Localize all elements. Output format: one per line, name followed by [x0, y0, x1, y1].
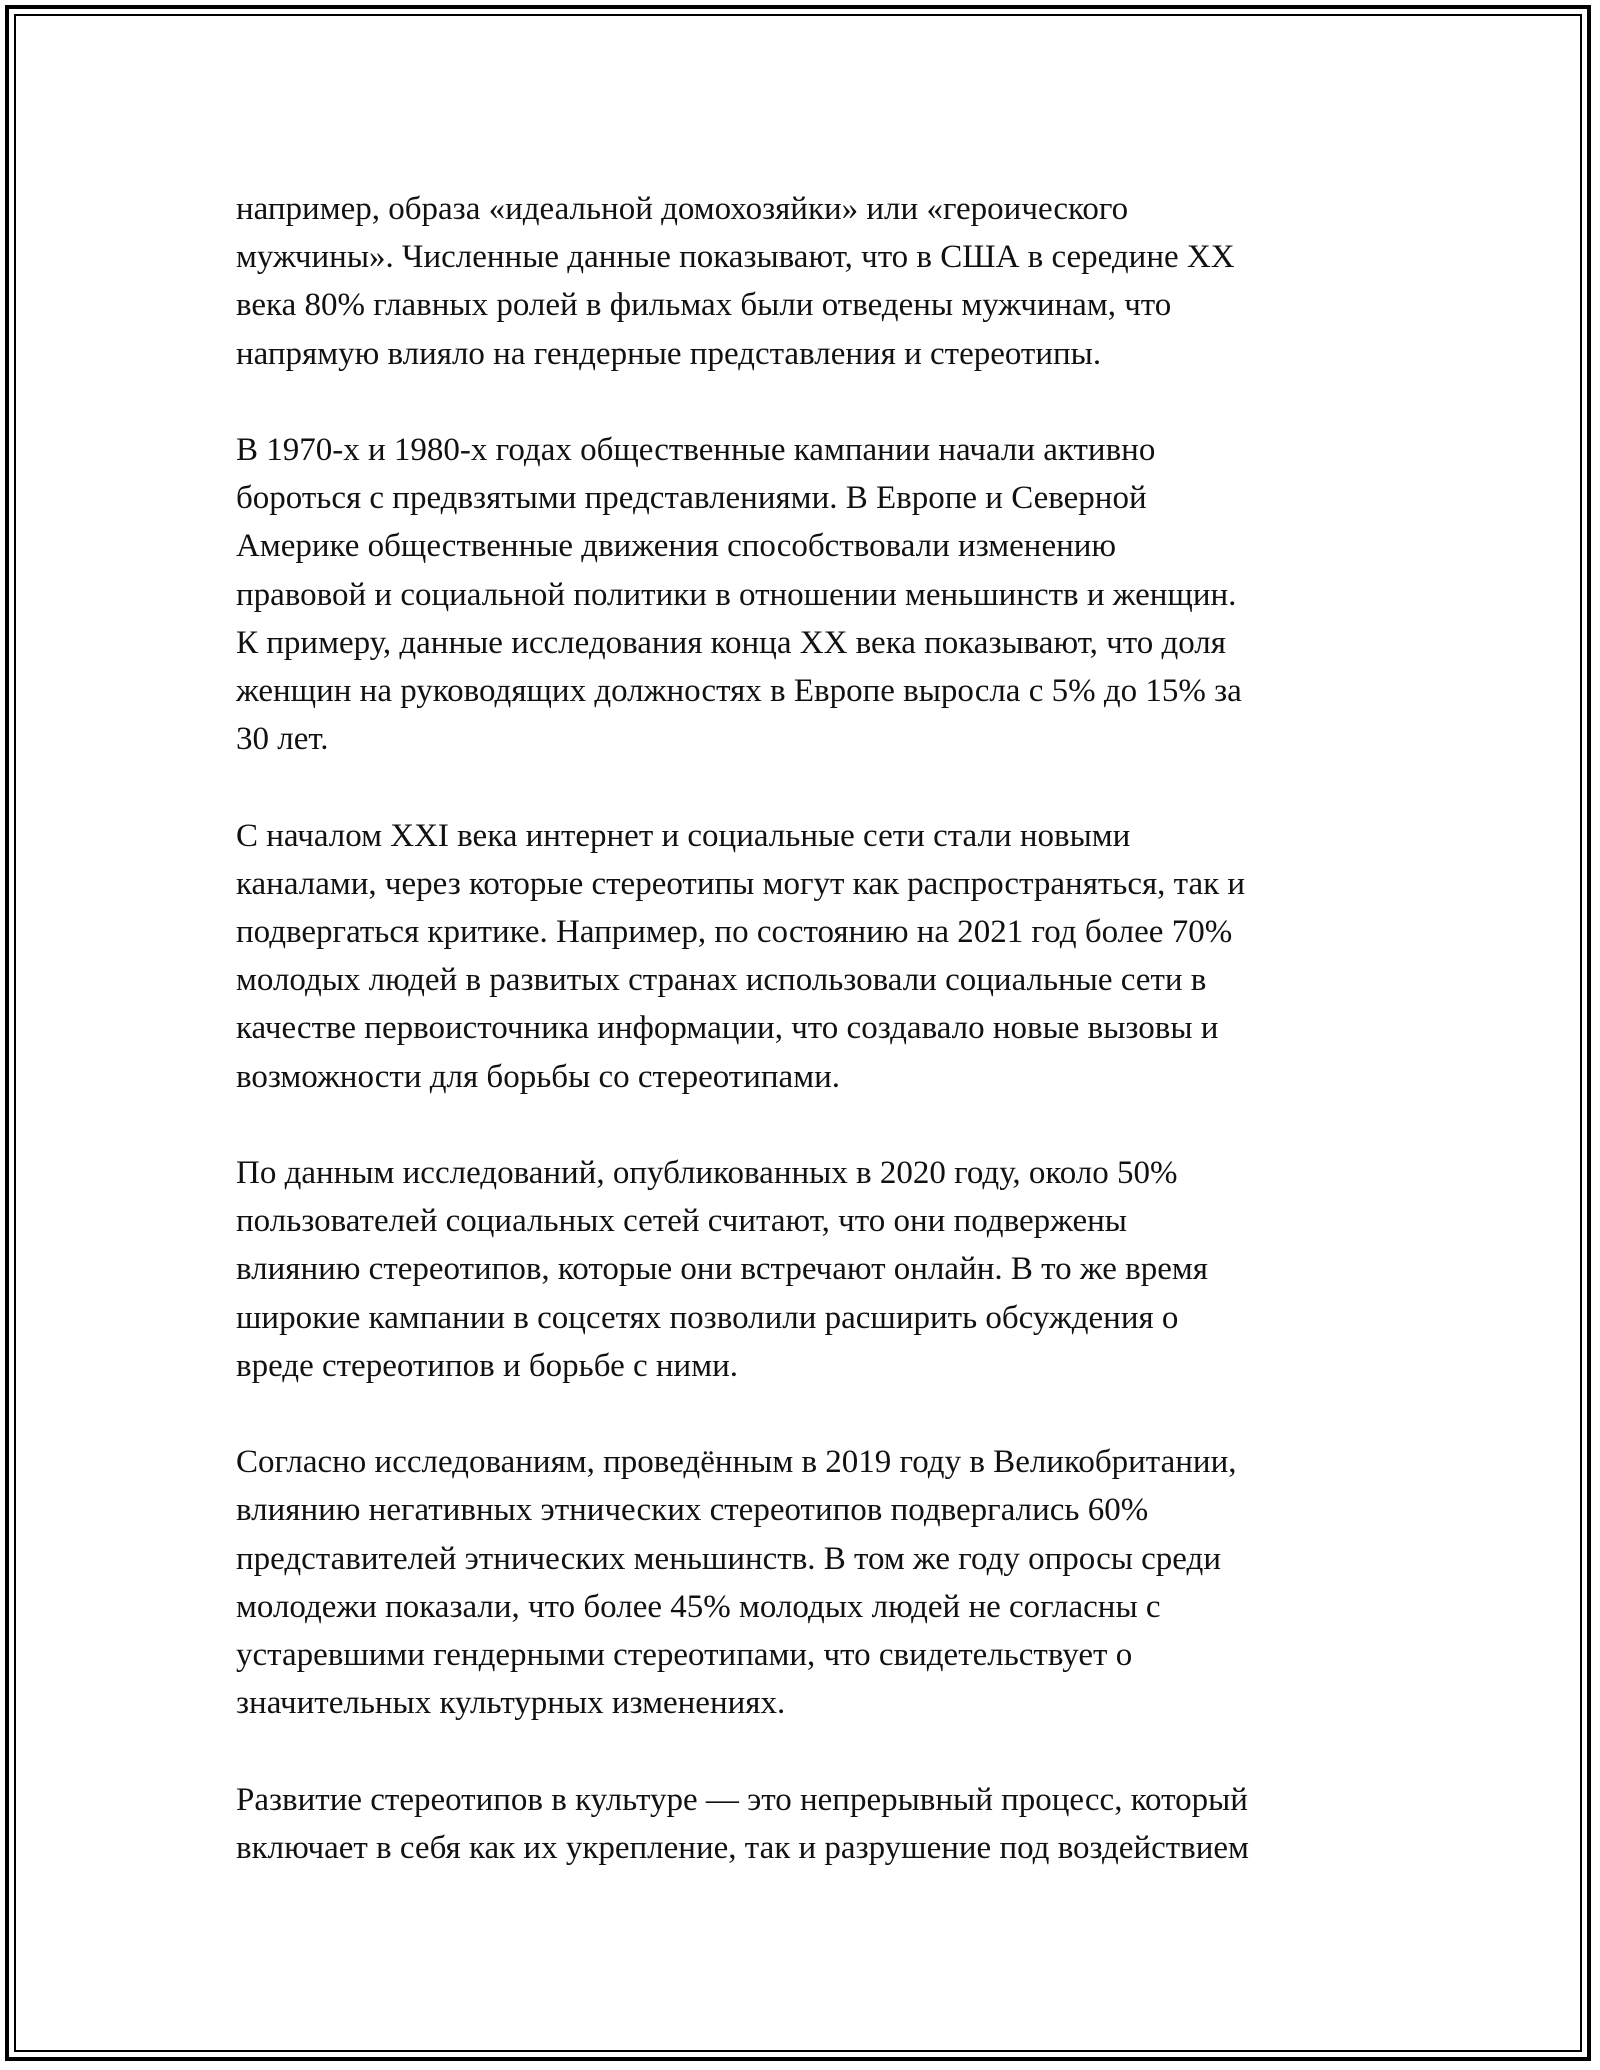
- text-line: Согласно исследованиям, проведённым в 2019 году в Великобритании,: [236, 1444, 1237, 1481]
- text-line: представителей этнических меньшинств. В том же году опросы среди: [236, 1540, 1221, 1577]
- text-line: влиянию негативных этнических стереотипов подвергались 60%: [236, 1492, 1149, 1529]
- text-line: мужчины». Численные данные показывают, что в США в середине XX: [236, 239, 1235, 276]
- paragraph-1: [236, 185, 1371, 378]
- text-line: подвергаться критике. Например, по состоянию на 2021 год более 70%: [236, 914, 1233, 951]
- text-line: К примеру, данные исследования конца XX века показывают, что доля: [236, 624, 1226, 661]
- text-line: устаревшими гендерными стереотипами, что свидетельствует о: [236, 1637, 1133, 1674]
- text-line: 30 лет.: [236, 721, 329, 758]
- paragraph-3: [236, 812, 1371, 1101]
- text-line: века 80% главных ролей в фильмах были отведены мужчинам, что: [236, 287, 1172, 324]
- paragraph-4: [236, 1149, 1371, 1390]
- text-line: бороться с предвзятыми представлениями. В Европе и Северной: [236, 480, 1147, 517]
- text-line: Америке общественные движения способствовали изменению: [236, 528, 1117, 565]
- text-line: женщин на руководящих должностях в Европе выросла с 5% до 15% за: [236, 673, 1242, 710]
- text-line: правовой и социальной политики в отношении меньшинств и женщин.: [236, 576, 1237, 613]
- text-line: молодежи показали, что более 45% молодых людей не согласны с: [236, 1588, 1161, 1625]
- text-line: возможности для борьбы со стереотипами.: [236, 1058, 840, 1095]
- text-line: значительных культурных изменениях.: [236, 1685, 786, 1722]
- text-line: молодых людей в развитых странах использовали социальные сети в: [236, 962, 1207, 999]
- text-line: напрямую влияло на гендерные представления и стереотипы.: [236, 335, 1102, 372]
- text-line: Развитие стереотипов в культуре — это непрерывный процесс, который: [236, 1781, 1248, 1818]
- text-line: влиянию стереотипов, которые они встречают онлайн. В то же время: [236, 1251, 1208, 1288]
- text-line: По данным исследований, опубликованных в 2020 году, около 50%: [236, 1155, 1178, 1192]
- text-line: В 1970-х и 1980-х годах общественные кампании начали активно: [236, 432, 1156, 468]
- paragraph-6: [236, 1776, 1371, 1872]
- text-line: включает в себя как их укрепление, так и разрушение под воздействием: [236, 1829, 1249, 1866]
- paragraph-5: [236, 1438, 1371, 1727]
- text-line: вреде стереотипов и борьбе с ними.: [236, 1347, 738, 1384]
- text-line: широкие кампании в соцсетях позволили расширить обсуждения о: [236, 1299, 1179, 1336]
- paragraph-2: [236, 426, 1371, 763]
- text-line: каналами, через которые стереотипы могут как распространяться, так и: [236, 865, 1246, 902]
- document-body: [236, 185, 1371, 1872]
- text-line: С началом XXI века интернет и социальные сети стали новыми: [236, 817, 1131, 854]
- text-line: пользователей социальных сетей считают, что они подвержены: [236, 1203, 1127, 1240]
- text-line: например, образа «идеальной домохозяйки» или «героического: [236, 191, 1129, 227]
- text-line: качестве первоисточника информации, что создавало новые вызовы и: [236, 1010, 1219, 1047]
